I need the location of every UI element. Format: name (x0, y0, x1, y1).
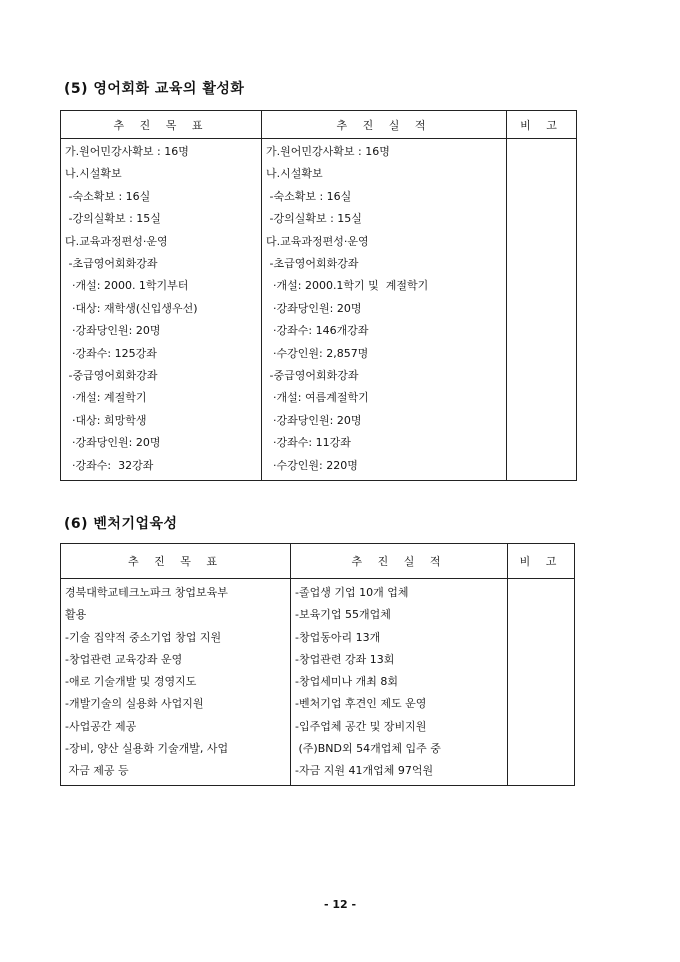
goal-line: 다.교육과정편성·운영 (65, 234, 168, 248)
result-line: -창업동아리 13개 (295, 630, 381, 644)
goal-line: -창업관련 교육강좌 운영 (65, 652, 183, 666)
goal-line: 가.원어민강사확보 : 16명 (65, 145, 189, 158)
goal-line: -사업공간 제공 (65, 719, 137, 733)
goal-line: -개발기술의 실용화 사업지원 (65, 697, 204, 711)
result-line: -창업세미나 개최 8회 (295, 675, 398, 689)
result-line: -보육기업 55개업체 (295, 608, 391, 622)
goal-line: ·대상: 재학생(신입생우선) (65, 301, 198, 315)
header-goal: 추 진 목 표 (61, 544, 291, 579)
result-line: ·강좌수: 146개강좌 (266, 324, 369, 338)
goal-line: -장비, 양산 실용화 기술개발, 사업 (65, 742, 229, 756)
goal-line: ·강좌당인원: 20명 (65, 436, 161, 450)
remarks-cell (508, 579, 575, 786)
goal-line: -강의실확보 : 15실 (65, 212, 161, 226)
result-line: ·강좌당인원: 20명 (266, 301, 362, 315)
header-goal: 추 진 목 표 (61, 111, 262, 139)
venture-business-table (60, 543, 575, 786)
goal-line: ·대상: 희망학생 (65, 413, 147, 427)
goal-line: -중급영어회화강좌 (65, 369, 158, 383)
result-line: (주)BND외 54개업체 입주 중 (295, 742, 441, 756)
header-result: 추 진 실 적 (262, 111, 507, 139)
goal-line: ·강좌수: 125강좌 (65, 346, 157, 360)
goal-line: 경북대학교테크노파크 창업보육부 (65, 586, 228, 599)
goal-line: ·개설: 계절학기 (65, 391, 147, 405)
remarks-cell (507, 139, 577, 481)
page-number: - 12 - (323, 898, 357, 911)
result-line: ·개설: 2000.1학기 및 계절학기 (266, 279, 429, 293)
goal-line: ·강좌당인원: 20명 (65, 324, 161, 338)
result-line: 다.교육과정편성·운영 (266, 234, 369, 248)
result-line: ·수강인원: 2,857명 (266, 346, 369, 360)
goals-cell (61, 579, 291, 786)
result-line: -창업관련 강좌 13회 (295, 652, 395, 666)
result-line: ·개설: 여름계절학기 (266, 391, 369, 405)
goal-line: -초급영어회화강좌 (65, 257, 158, 271)
result-line: -졸업생 기업 10개 업체 (295, 586, 409, 599)
result-line: -입주업체 공간 및 장비지원 (295, 719, 427, 733)
result-line: ·강좌수: 11강좌 (266, 436, 351, 450)
section-title-venture: (6) 벤처기업육성 (64, 516, 178, 532)
result-line: 가.원어민강사확보 : 16명 (266, 145, 390, 158)
result-line: -벤처기업 후견인 제도 운영 (295, 697, 427, 711)
result-line: -자금 지원 41개업체 97억원 (295, 764, 434, 778)
goal-line: -기술 집약적 중소기업 창업 지원 (65, 630, 222, 644)
goal-line: 자금 제공 등 (65, 764, 129, 778)
result-line: -숙소확보 : 16실 (266, 189, 352, 203)
result-line: -초급영어회화강좌 (266, 257, 359, 271)
results-cell (262, 139, 507, 481)
result-line: ·강좌당인원: 20명 (266, 413, 362, 427)
goal-line: 나.시설확보 (65, 167, 122, 181)
goals-cell (61, 139, 262, 481)
english-conversation-table (60, 110, 577, 481)
goal-line: ·개설: 2000. 1학기부터 (65, 279, 189, 293)
result-line: -중급영어회화강좌 (266, 369, 359, 383)
results-cell (291, 579, 508, 786)
goal-line: -숙소확보 : 16실 (65, 189, 151, 203)
goal-line: 활용 (65, 608, 87, 622)
header-remarks: 비 고 (508, 544, 575, 579)
header-remarks: 비 고 (507, 111, 577, 139)
goal-line: -애로 기술개발 및 경영지도 (65, 675, 197, 689)
header-result: 추 진 실 적 (291, 544, 508, 579)
result-line: -강의실확보 : 15실 (266, 212, 362, 226)
goal-line: ·강좌수: 32강좌 (65, 458, 154, 472)
result-line: 나.시설확보 (266, 167, 323, 181)
result-line: ·수강인원: 220명 (266, 458, 358, 472)
section-title-english: (5) 영어회화 교육의 활성화 (64, 81, 245, 97)
